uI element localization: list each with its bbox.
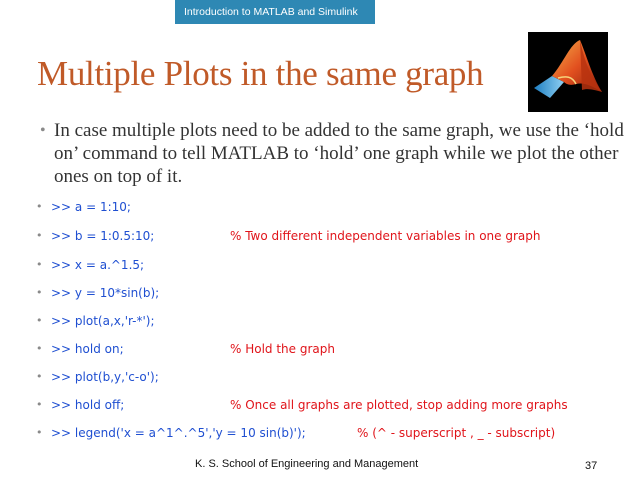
slide-title: Multiple Plots in the same graph xyxy=(37,54,484,93)
bullet-icon: • xyxy=(36,370,43,383)
code-comment: % Once all graphs are plotted, stop adding more graphs xyxy=(230,398,568,412)
bullet-icon: • xyxy=(36,426,43,439)
matlab-logo-icon xyxy=(528,32,608,112)
bullet-icon: • xyxy=(36,286,43,299)
code-text: >> x = a.^1.5; xyxy=(51,258,145,272)
code-text: >> y = 10*sin(b); xyxy=(51,286,160,300)
bullet-icon: • xyxy=(36,200,43,213)
code-text: >> plot(a,x,'r-*'); xyxy=(51,314,155,328)
bullet-icon: • xyxy=(36,398,43,411)
code-comment: % (^ - superscript , _ - subscript) xyxy=(357,426,556,440)
code-text: >> hold off; xyxy=(51,398,125,412)
header-title: Introduction to MATLAB and Simulink xyxy=(184,6,358,18)
code-text: >> legend('x = a^1^.^5','y = 10 sin(b)'); xyxy=(51,426,306,440)
bullet-icon: • xyxy=(36,258,43,271)
code-text: >> hold on; xyxy=(51,342,124,356)
code-comment: % Hold the graph xyxy=(230,342,335,356)
bullet-icon: • xyxy=(36,314,43,327)
intro-text: In case multiple plots need to be added to the same graph, we use the ‘hold on’ command to tell MATLAB to ‘hold’ one graph while we plot the other ones on top of it. xyxy=(54,120,624,187)
code-text: >> a = 1:10; xyxy=(51,200,131,214)
page-number: 37 xyxy=(585,460,598,472)
code-text: >> plot(b,y,'c-o'); xyxy=(51,370,159,384)
bullet-icon: • xyxy=(36,342,43,355)
bullet-icon: • xyxy=(40,122,46,139)
code-comment: % Two different independent variables in one graph xyxy=(230,229,541,243)
intro-bullet xyxy=(40,119,625,188)
footer-text: K. S. School of Engineering and Management xyxy=(195,458,419,470)
code-text: >> b = 1:0.5:10; xyxy=(51,229,155,243)
bullet-icon: • xyxy=(36,229,43,242)
